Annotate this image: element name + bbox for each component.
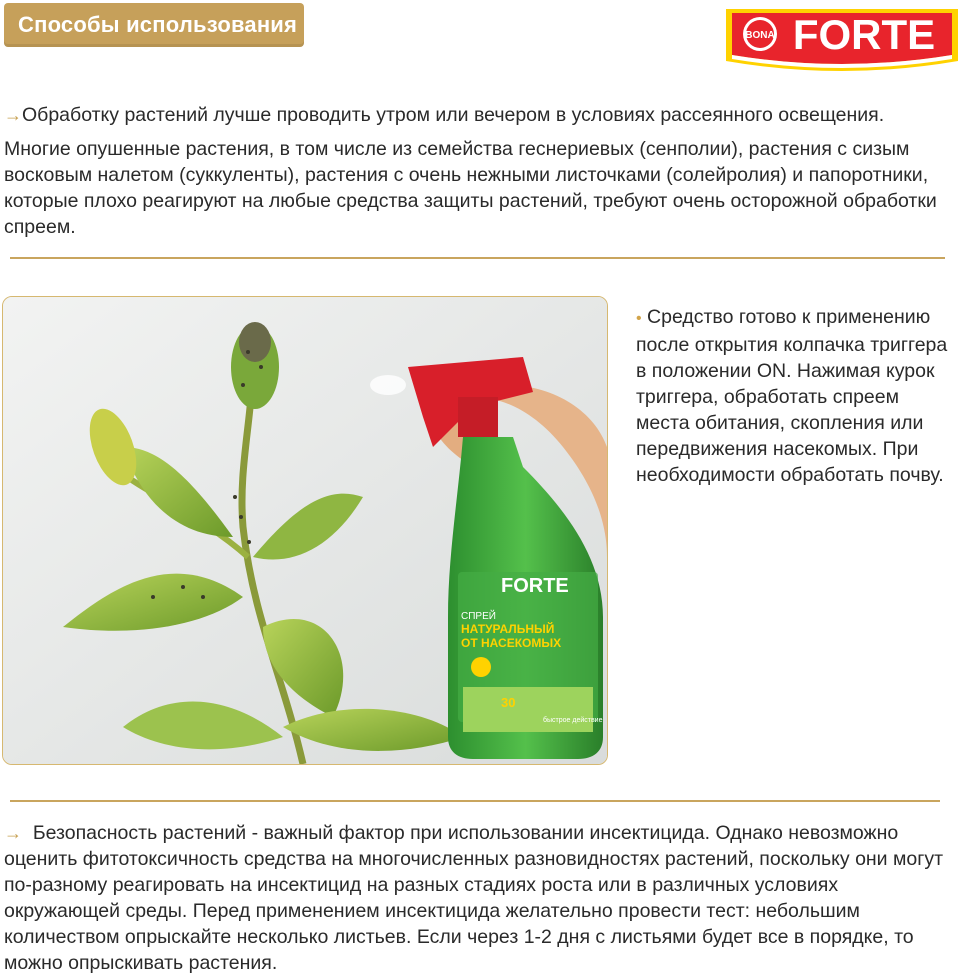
bottle-badge: 30 (501, 695, 516, 710)
bottle-line1: СПРЕЙ (461, 611, 496, 622)
safety-paragraph (4, 820, 959, 976)
divider-top (10, 257, 945, 259)
usage-text: Средство готово к применению после открытия колпачка триггера в положении ON. Нажимая курок триггера, обработать спреем места обитания, скопления или передвижения насекомых. При необходимости обработать почву. (636, 306, 948, 486)
bottle-footer: быстрое действие (543, 717, 603, 724)
arrow-right-icon: → (4, 823, 22, 843)
intro-text: Обработку растений лучше проводить утром или вечером в условиях рассеянного освещения. (22, 104, 885, 126)
bona-forte-logo (720, 3, 964, 78)
usage-instructions (636, 304, 956, 488)
divider-bottom (10, 800, 940, 802)
bottle-brand: FORTE (501, 575, 569, 597)
logo-big-word: FORTE (792, 11, 936, 58)
arrow-right-icon: → (4, 105, 22, 125)
bottle-line2: НАТУРАЛЬНЫЙ (461, 622, 555, 636)
caution-paragraph: Многие опушенные растения, в том числе из семейства геснериевых (сенполии), растения с сизым восковым налетом (суккуленты), растения с очень нежными листочками (солейролия) и папоротники, которые плохо реагируют на любые средства защиты растений, требуют очень осторожной обработки спреем. (4, 138, 937, 238)
bullet-icon: • (636, 310, 642, 327)
logo-small-word: BONA (745, 30, 775, 41)
safety-text: Безопасность растений - важный фактор при использовании инсектицида. Однако невозможно оценить фитотоксичность средства на многочисленных разновидностях растений, поскольку они могут по-разному реагировать на инсектицид на разных стадиях роста или в различных условиях окружающей среды. Перед применением инсектицида желательно провести тест: небольшим количеством опрыскайте несколько листьев. Если через 1-2 дня с листьями будет все в порядке, то можно опрыскивать растения. (4, 822, 944, 974)
section-title: Способы использования (18, 12, 298, 37)
bottle-line3: ОТ НАСЕКОМЫХ (461, 636, 562, 650)
intro-paragraph (4, 102, 964, 128)
section-title-badge (4, 3, 304, 47)
product-photo (2, 296, 608, 765)
